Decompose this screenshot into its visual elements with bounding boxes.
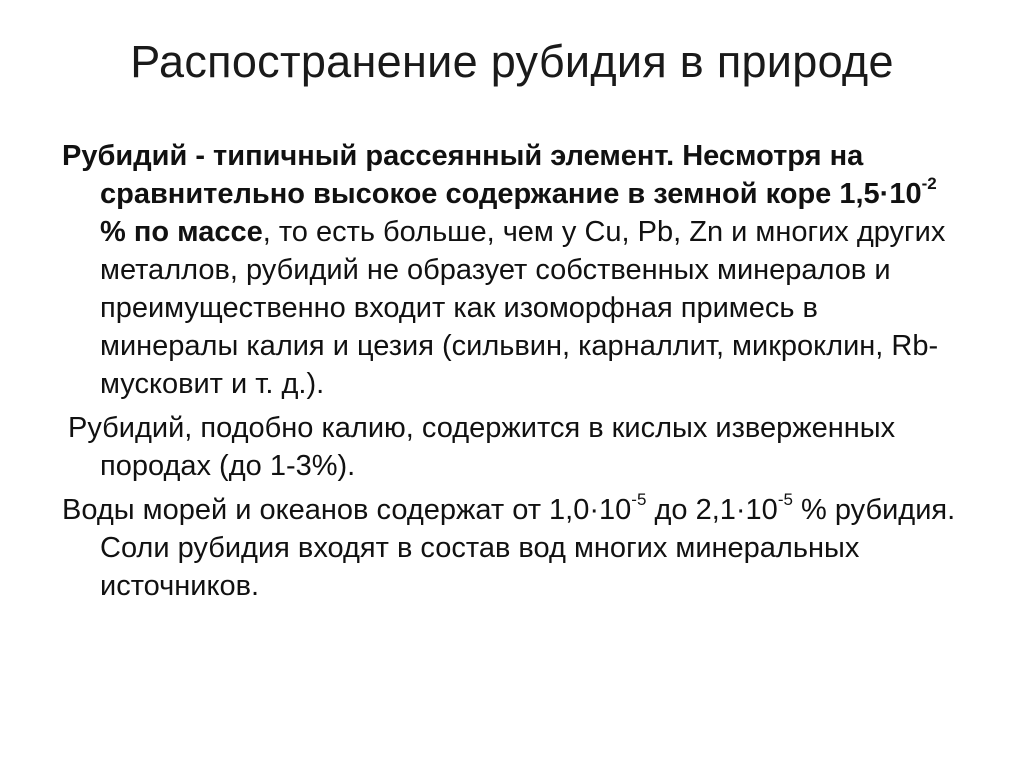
text-a: Воды морей и океанов содержат от 1,0·10	[62, 494, 632, 526]
paragraph-text: , то есть больше, чем у Cu, Pb, Zn и многих других металлов, рубидий не образует собственных минералов и преимущественно входит как изоморфная примесь в минералы калия и цезия (сильвин, карналлит, микроклин, Rb-мусковит и т. д.).	[100, 216, 946, 400]
slide-body	[62, 137, 962, 611]
bold-text-a: Рубидий - типичный рассеянный элемент. Несмотря на сравнительно высокое содержание в земной коре 1,5·10	[62, 140, 922, 210]
paragraph-text: Рубидий, подобно калию, содержится в кислых изверженных породах (до 1-3%).	[68, 412, 896, 482]
paragraph-sea-water	[62, 491, 962, 605]
text-c: % рубидия. Соли рубидия входят в состав вод многих минеральных источников.	[100, 494, 956, 602]
exponent-2: -5	[777, 490, 793, 510]
bold-text-b: % по массе	[100, 216, 263, 248]
paragraph-igneous-rocks	[62, 409, 962, 485]
exponent-1: -5	[631, 490, 647, 510]
exponent: -2	[921, 174, 937, 194]
paragraph-rubidium-dispersed	[62, 137, 962, 403]
slide-title: Распостранение рубидия в природе	[130, 36, 894, 87]
text-b: до 2,1·10	[646, 494, 778, 526]
